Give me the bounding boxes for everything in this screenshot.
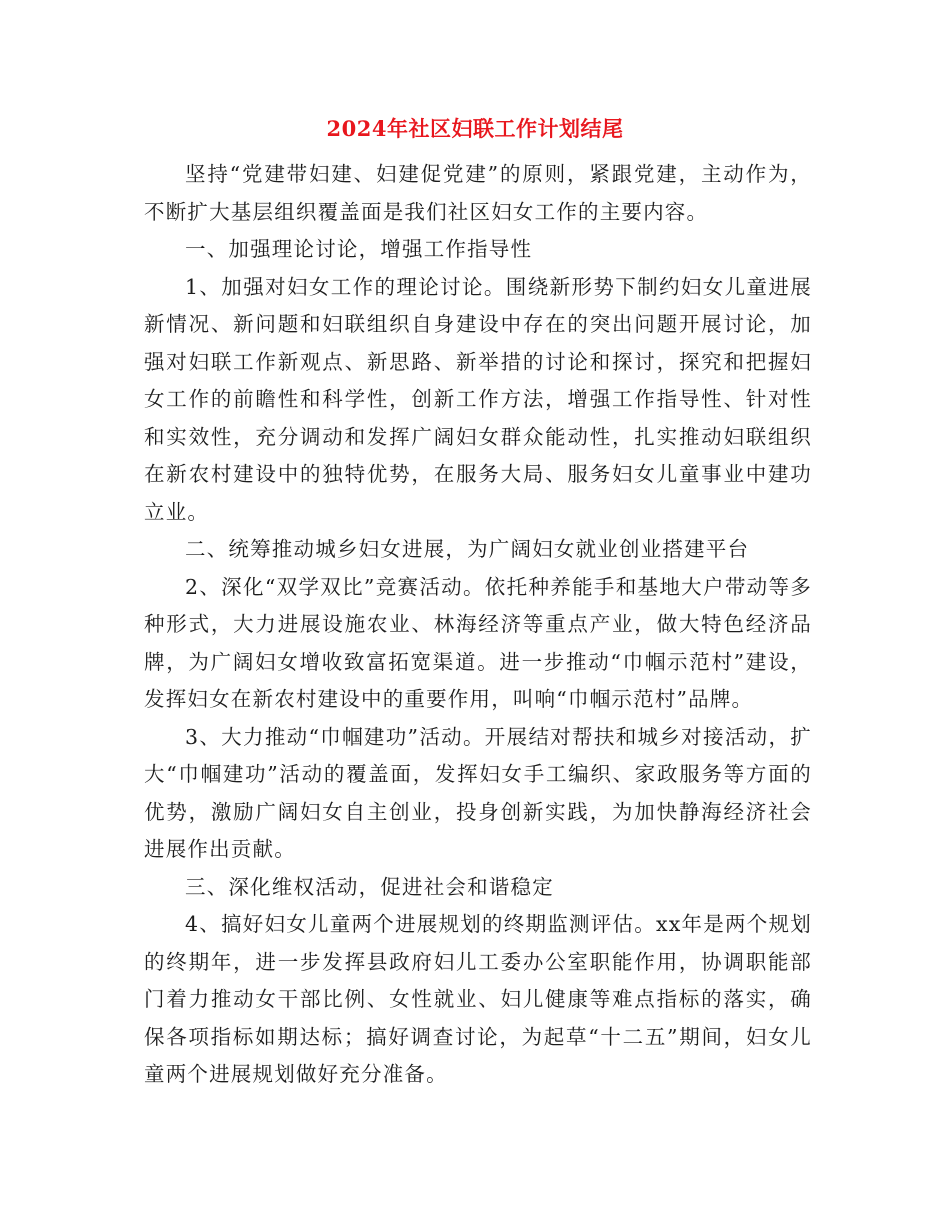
paragraph-item-3: 3、大力推动“巾帼建功”活动。开展结对帮扶和城乡对接活动，扩大“巾帼建功”活动的覆盖面，发挥妇女手工编织、家政服务等方面的优势，激励广阔妇女自主创业，投身创新实践，为加快静海经济社会进展作出贡献。: [144, 724, 812, 861]
section-heading-2: 二、统筹推动城乡妇女进展，为广阔妇女就业创业搭建平台: [185, 537, 750, 561]
document-body: [144, 156, 812, 1094]
section-heading-3: 三、深化维权活动，促进社会和谐稳定: [185, 874, 554, 899]
paragraph-item-2: 2、深化“双学双比”竞赛活动。依托种养能手和基地大户带动等多种形式，大力进展设施农业、林海经济等重点产业，做大特色经济品牌，为广阔妇女增收致富拓宽渠道。进一步推动“巾帼示范村”建设，发挥妇女在新农村建设中的重要作用，叫响“巾帼示范村”品牌。: [144, 574, 812, 711]
paragraph-item-1: 1、加强对妇女工作的理论讨论。围绕新形势下制约妇女儿童进展新情况、新问题和妇联组织自身建设中存在的突出问题开展讨论，加强对妇联工作新观点、新思路、新举措的讨论和探讨，探究和把握妇女工作的前瞻性和科学性，创新工作方法，增强工作指导性、针对性和实效性，充分调动和发挥广阔妇女群众能动性，扎实推动妇联组织在新农村建设中的独特优势，在服务大局、服务妇女儿童事业中建功立业。: [144, 274, 812, 524]
document-title: 2024年社区妇联工作计划结尾: [326, 116, 624, 141]
section-heading-1: 一、加强理论讨论，增强工作指导性: [185, 237, 533, 261]
paragraph-intro: 坚持“党建带妇建、妇建促党建”的原则，紧跟党建，主动作为，不断扩大基层组织覆盖面是我们社区妇女工作的主要内容。: [144, 162, 812, 224]
paragraph-item-4: 4、搞好妇女儿童两个进展规划的终期监测评估。xx年是两个规划的终期年，进一步发挥县政府妇儿工委办公室职能作用，协调职能部门着力推动女干部比例、女性就业、妇儿健康等难点指标的落实，确保各项指标如期达标；搞好调查讨论，为起草“十二五”期间，妇女儿童两个进展规划做好充分准备。: [144, 912, 812, 1086]
